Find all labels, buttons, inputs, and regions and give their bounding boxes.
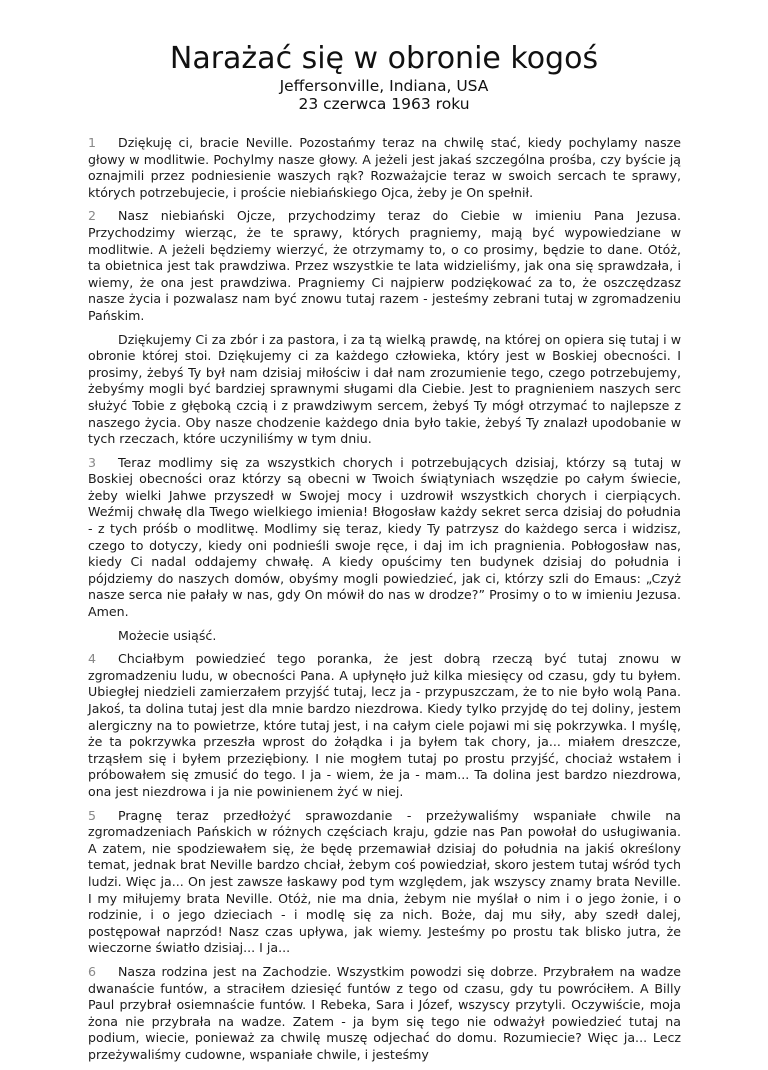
paragraph-text: Chciałbym powiedzieć tego poranka, że jest dobrą rzeczą być tutaj znowu w zgromadzeniu ludu, w obecności Pana. A upłynęło już kilka miesięcy od czasu, gdy tu byłem. Ubiegłej niedzieli zamierzałem przyjść tutaj, lecz ja - przypuszczam, że to nie było wolą Pana. Jakoś, ta dolina tutaj jest dla mnie bardzo niezdrowa. Kiedy tylko przyjdę do tej doliny, jestem alergiczny na to powietrze, które tutaj jest, i na całym ciele pojawi mi się pokrzywka. I myślę, że ta pokrzywka przeszła wprost do żołądka i ja byłem tak chory, ja... miałem dreszcze, trząsłem się i byłem przeziębiony. I nie mogłem tutaj po prostu przyjść, chociaż wstałem i próbowałem się zmusić do tego. I ja - wiem, że ja - mam... Ta dolina jest bardzo niezdrowa, ona jest niezdrowa i ja nie powinienem żyć w niej.	[88, 651, 681, 799]
page-title: Narażać się w obronie kogoś	[169, 41, 599, 76]
location: Jeffersonville, Indiana, USA	[279, 77, 489, 95]
paragraph-5	[88, 808, 681, 957]
paragraph-number: 3	[88, 454, 97, 470]
paragraph-text: Dziękujemy Ci za zbór i za pastora, i za tą wielką prawdę, na której on opiera się tutaj i w obronie której stoi. Dziękujemy ci za każdego człowieka, który jest w Boskiej obecności. I prosimy, żebyś Ty był nam dzisiaj miłościw i dał nam zrozumienie tego, czego potrzebujemy, żebyśmy mogli być bardziej sprawnymi sługami dla Ciebie. Jest to pragnieniem naszych serc służyć Tobie z głęboką czcią i z prawdziwym sercem, żebyś Ty mógł otrzymać to najlepsze z naszego życia. Oby nasze chodzenie każdego dnia było takie, żebyś Ty znalazł upodobanie w tych rzeczach, które uczyniliśmy w tym dniu.	[88, 331, 681, 447]
paragraph-text: Teraz modlimy się za wszystkich chorych i potrzebujących dzisiaj, którzy są tutaj w Boskiej obecności oraz którzy są obecni w Twoich świątyniach wszędzie po całym świecie, żeby wielki Jahwe przyszedł w Swojej mocy i uzdrowił wszystkich chorych i cierpiących. Weźmij chwałę dla Twego wielkiego imienia! Błogosław każdy sekret serca dzisiaj do południa - z tych próśb o modlitwę. Modlimy się teraz, kiedy Ty patrzysz do każdego serca i widzisz, czego to dotyczy, kiedy oni podnieśli swoje ręce, i daj im ich pragnienia. Pobłogosław nas, kiedy Ci nadal oddajemy chwałę. A kiedy opuścimy ten budynek dzisiaj do południa i pójdziemy do naszych domów, obyśmy mogli powiedzieć, jak ci, którzy szli do Emaus: „Czyż nasze serca nie pałały w nas, gdy On mówił do nas w drodze?” Prosimy o to w imieniu Jezusa. Amen.	[88, 454, 681, 620]
paragraph-number: 6	[88, 963, 97, 979]
sermon-body	[88, 135, 681, 1070]
paragraph-number: 4	[88, 651, 97, 667]
paragraph-6	[88, 964, 681, 1064]
paragraph-3-continued	[88, 628, 681, 645]
paragraph-1	[88, 135, 681, 201]
paragraph-text: Możecie usiąść.	[118, 627, 217, 643]
paragraph-text: Pragnę teraz przedłożyć sprawozdanie - przeżywaliśmy wspaniałe chwile na zgromadzeniach Pańskich w różnych częściach kraju, gdzie nas Pan powołał do usługiwania. A zatem, nie spodziewałem się, że będę przemawiał dzisiaj do południa na jakiś określony temat, jednak brat Neville bardzo chciał, żebym coś powiedział, skoro jestem tutaj wśród tych ludzi. Więc ja... On jest zawsze łaskawy pod tym względem, jak wszyscy znamy brata Neville. I my miłujemy brata Neville. Otóż, nie ma dnia, żebym nie myślał o nim i o jego żonie, i o rodzinie, i o jego dzieciach - i modlę się za nich. Boże, daj mu siły, aby szedł dalej, postępował naprzód! Nasz czas upływa, jak wiemy. Jesteśmy po prostu tak blisko jutra, że wieczorne światło dzisiaj... I ja...	[88, 807, 681, 956]
paragraph-number: 2	[88, 208, 97, 224]
paragraph-text: Dziękuję ci, bracie Neville. Pozostańmy teraz na chwilę stać, kiedy pochylamy nasze głowy w modlitwie. Pochylmy nasze głowy. A jeżeli jest jakaś szczególna prośba, czy byście ją oznajmili przez podniesienie waszych rąk? Rozważajcie teraz w swoich sercach te sprawy, których potrzebujecie, i proście niebiańskiego Ojca, żeby je On spełnił.	[88, 135, 681, 200]
paragraph-4	[88, 651, 681, 800]
paragraph-number: 1	[88, 135, 97, 150]
paragraph-text: Nasza rodzina jest na Zachodzie. Wszystkim powodzi się dobrze. Przybrałem na wadze dwanaście funtów, a straciłem dziesięć funtów z tego od czasu, gdy tu powróciłem. A Billy Paul przybrał osiemnaście funtów. I Rebeka, Sara i Józef, wszyscy przytyli. Oczywiście, moja żona nie przybrała na wadze. Zatem - ja bym się tego nie odważył powiedzieć tutaj na podium, wiecie, ponieważ za chwilę muszę odjechać do domu. Rozumiecie? Więc ja... Lecz przeżywaliśmy cudowne, wspaniałe chwile, i jesteśmy	[88, 963, 681, 1062]
paragraph-text: Nasz niebiański Ojcze, przychodzimy teraz do Ciebie w imieniu Pana Jezusa. Przychodzimy wierząc, że te sprawy, których pragniemy, mają być wypowiedziane w modlitwie. A jeżeli będziemy wierzyć, że otrzymamy to, o co prosimy, będzie to dane. Otóż, ta obietnica jest tak prawdziwa. Przez wszystkie te lata widzieliśmy, jak ona się sprawdzała, i wiemy, że ona jest prawdziwa. Pragniemy Ci najpierw podziękować za to, że oszczędzasz nasze życia i pozwalasz nam być znowu tutaj razem - jesteśmy zebrani tutaj w zgromadzeniu Pańskim.	[88, 208, 681, 323]
date: 23 czerwca 1963 roku	[298, 95, 470, 113]
paragraph-2-continued	[88, 332, 681, 448]
paragraph-3	[88, 455, 681, 621]
paragraph-2	[88, 208, 681, 324]
paragraph-number: 5	[88, 807, 97, 823]
